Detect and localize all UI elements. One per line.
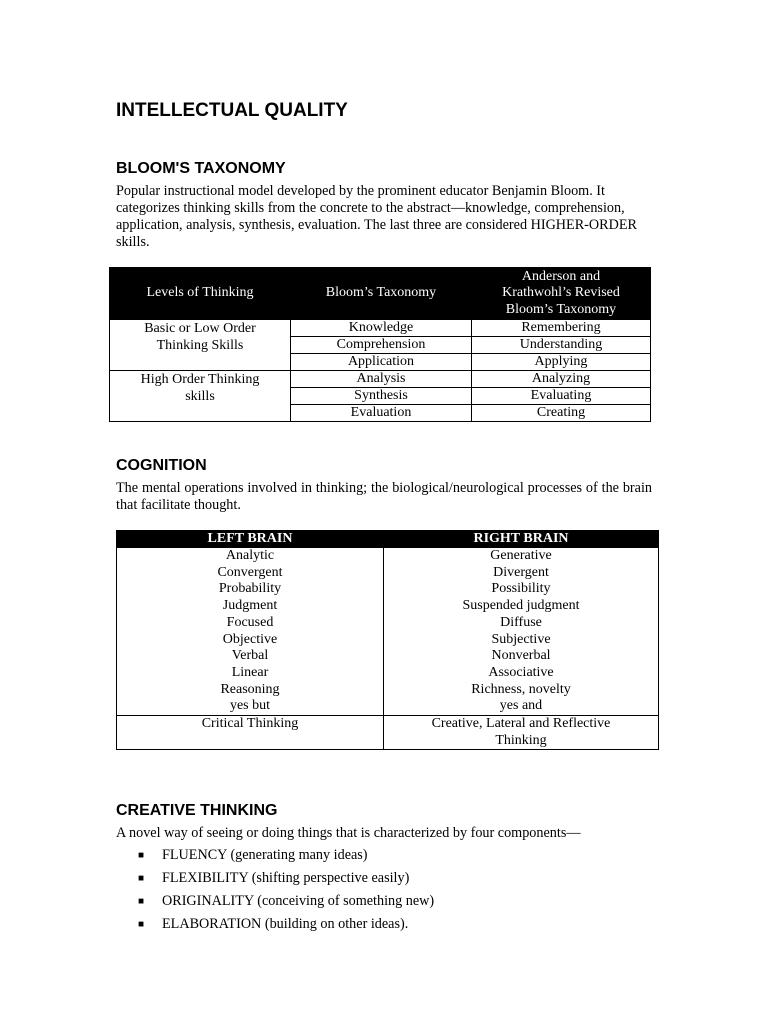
list-item: Judgment [222,598,278,614]
square-bullet-icon: ■ [138,873,145,884]
revised-cell: Creating [472,405,651,422]
list-item: Subjective [491,631,551,647]
left-brain-list [117,548,384,716]
creative-intro: A novel way of seeing or doing things that is characterized by four components— [116,825,581,841]
list-item [138,870,434,893]
cognition-heading: COGNITION [116,457,207,474]
revised-cell: Remembering [472,320,651,337]
level-cell: Basic or Low Order Thinking Skills [110,320,291,371]
header-right-brain: RIGHT BRAIN [384,531,659,548]
square-bullet-icon: ■ [138,896,145,907]
list-item: Richness, novelty [471,681,571,697]
bullet-text: ORIGINALITY (conceiving of something new) [162,893,435,909]
bloom-cell: Analysis [291,371,472,388]
list-item: Analytic [225,548,275,563]
header-revised: Anderson and Krathwohl’s Revised Bloom’s Taxonomy [472,268,651,320]
creative-components-list [138,847,434,939]
revised-cell: Analyzing [472,371,651,388]
bloom-cell: Evaluation [291,405,472,422]
list-item: Nonverbal [491,648,551,664]
bloom-table-header-row [110,268,651,320]
list-item: Divergent [493,564,549,580]
right-brain-list [384,548,659,716]
brain-table-header-row [117,531,659,548]
bloom-cell: Application [291,354,472,371]
list-item [138,916,434,939]
bullet-text: FLUENCY (generating many ideas) [162,847,368,863]
list-item: yes and [499,698,543,714]
bloom-cell: Synthesis [291,388,472,405]
square-bullet-icon: ■ [138,850,145,861]
table-row [110,320,651,337]
list-item: Linear [231,664,269,680]
list-item: Probability [218,581,282,597]
right-brain-footer: Creative, Lateral and Reflective Thinking [384,716,659,750]
list-item: Verbal [231,648,269,664]
list-item [138,847,434,870]
list-item: Generative [490,548,552,563]
bullet-text: ELABORATION (building on other ideas). [162,916,409,932]
list-item: Objective [222,631,278,647]
bloom-cell: Knowledge [291,320,472,337]
cognition-intro: The mental operations involved in thinking; the biological/neurological processes of the brain that facilitate thought. [116,480,652,513]
square-bullet-icon: ■ [138,919,145,930]
creative-heading: CREATIVE THINKING [116,802,278,819]
header-bloom: Bloom’s Taxonomy [291,268,472,320]
table-row [110,371,651,388]
bloom-heading: BLOOM'S TAXONOMY [116,160,286,177]
list-item [138,893,434,916]
table-row [117,716,659,750]
level-cell: High Order Thinking skills [110,371,291,422]
bloom-intro: Popular instructional model developed by the prominent educator Benjamin Bloom. It categorizes thinking skills from the concrete to the abstract—knowledge, comprehension, application, analysis, synthesis, evaluation. The last three are considered HIGHER-ORDER skills. [116,183,637,250]
list-item: Possibility [491,581,551,597]
bullet-text: FLEXIBILITY (shifting perspective easily) [162,870,410,886]
revised-cell: Applying [472,354,651,371]
left-brain-footer: Critical Thinking [117,716,384,750]
brain-comparison-table [116,530,659,750]
list-item: Convergent [217,564,283,580]
revised-cell: Evaluating [472,388,651,405]
revised-cell: Understanding [472,337,651,354]
header-left-brain: LEFT BRAIN [117,531,384,548]
list-item: Focused [226,614,274,630]
header-levels: Levels of Thinking [110,268,291,320]
list-item: Reasoning [220,681,280,697]
list-item: Diffuse [500,614,542,630]
page-title: INTELLECTUAL QUALITY [116,100,348,121]
list-item: Suspended judgment [462,598,580,614]
bloom-taxonomy-table [109,267,651,422]
table-row [117,548,659,716]
list-item: Associative [488,664,554,680]
bloom-cell: Comprehension [291,337,472,354]
list-item: yes but [229,698,271,714]
